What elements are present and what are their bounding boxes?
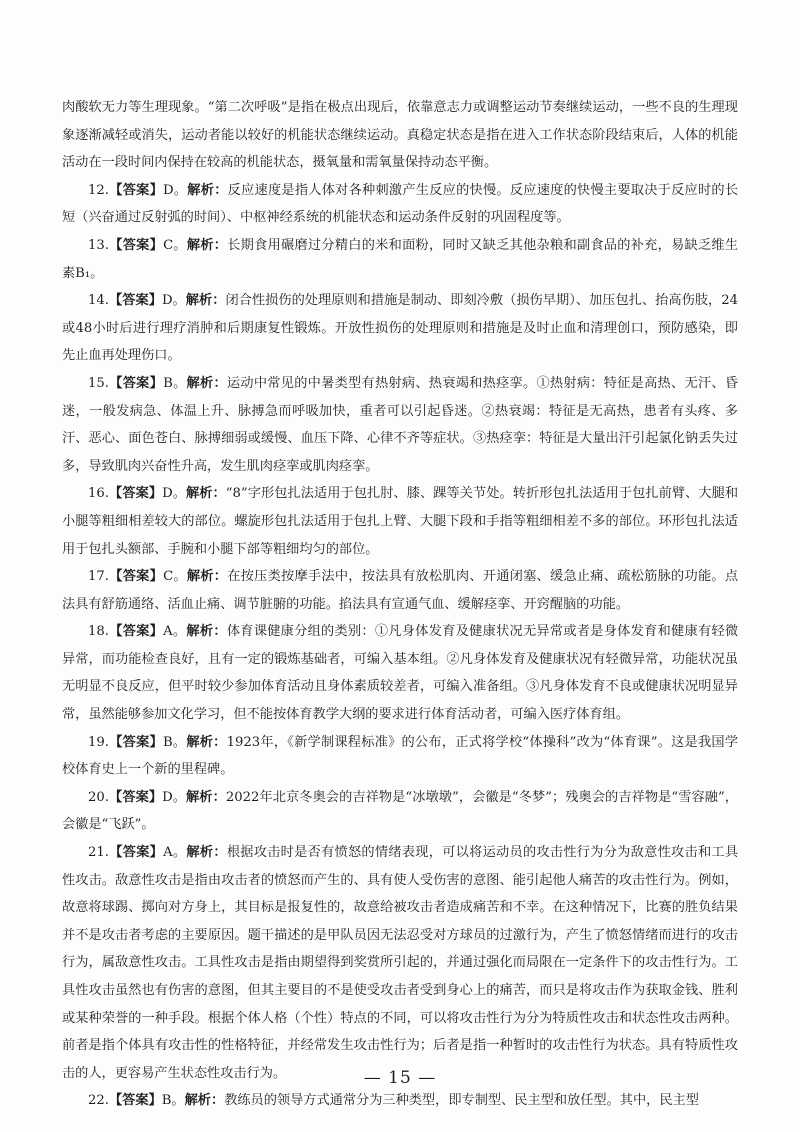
- answer-bracket-open: 【: [108, 789, 123, 805]
- item-number: 16.: [88, 486, 109, 502]
- analysis-text: 长期食用碾磨过分精白的米和面粉，同时又缺乏其他杂粮和副食品的补充，易缺乏维生素B₁。: [62, 237, 739, 281]
- answer-item: [62, 729, 738, 784]
- answer-item: [62, 563, 738, 618]
- answer-bracket-open: 【: [108, 845, 123, 861]
- analysis-label: 解析: [186, 845, 214, 861]
- answer-item: [62, 839, 738, 1087]
- item-number: 20.: [88, 789, 109, 805]
- item-number: 19.: [88, 734, 109, 750]
- analysis-colon: ：: [212, 293, 226, 309]
- answer-bracket-open: 【: [108, 569, 123, 585]
- answer-bracket-close: 】: [149, 569, 164, 585]
- answer-letter: B。: [161, 1093, 185, 1109]
- analysis-colon: ：: [213, 624, 227, 640]
- answer-letter: C。: [163, 237, 187, 253]
- answer-bracket-close: 】: [149, 845, 164, 861]
- answer-item: [62, 618, 738, 728]
- analysis-label: 解析: [185, 293, 213, 309]
- answer-bracket-close: 】: [149, 375, 164, 391]
- analysis-text: “8”字形包扎法适用于包扎肘、膝、踝等关节处。转折形包扎法适用于包扎前臂、大腿和小腿等粗细相差较大的部位。螺旋形包扎法适用于包扎上臂、大腿下段和手指等粗细相差不多的部位。环形包扎法适用于包扎头额部、手腕和小腿下部等粗细均匀的部位。: [62, 486, 739, 557]
- analysis-text: 2022年北京冬奥会的吉祥物是“冰墩墩”，会徽是“冬梦”；残奥会的吉祥物是“雪容融”，会徽是“飞跃”。: [62, 789, 738, 833]
- analysis-label: 解析: [186, 569, 214, 585]
- analysis-text: 闭合性损伤的处理原则和措施是制动、即刻冷敷（损伤早期）、加压包扎、抬高伤肢，24或48小时后进行理疗消肿和后期康复性锻炼。开放性损伤的处理原则和措施是及时止血和清理创口，预防感染，即先止血再处理伤口。: [62, 293, 739, 364]
- answer-list: [62, 177, 738, 1115]
- answer-label: 答案: [122, 293, 149, 309]
- item-number: 15.: [88, 375, 109, 391]
- answer-label: 答案: [122, 789, 149, 805]
- analysis-text: 反应速度是指人体对各种刺激产生反应的快慢。反应速度的快慢主要取决于反应时的长短（兴奋通过反射弧的时间）、中枢神经系统的机能状态和运动条件反射的巩固程度等。: [62, 182, 739, 226]
- answer-letter: B。: [163, 375, 187, 391]
- answer-label: 答案: [122, 1093, 149, 1109]
- analysis-label: 解析: [186, 486, 213, 502]
- answer-label: 答案: [122, 624, 150, 640]
- answer-label: 答案: [122, 486, 149, 502]
- analysis-colon: ：: [213, 375, 227, 391]
- analysis-text: 教练员的领导方式通常分为三种类型，即专制型、民主型和放任型。其中，民主型: [224, 1093, 699, 1109]
- analysis-label: 解析: [186, 789, 213, 805]
- page-number: — 15 —: [363, 1068, 437, 1088]
- analysis-label: 解析: [186, 375, 214, 391]
- analysis-colon: ：: [212, 789, 226, 805]
- answer-item: [62, 1087, 738, 1115]
- analysis-text: 体育课健康分组的类别：①凡身体发育及健康状况无异常或者是身体发育和健康有轻微异常，而功能检查良好，且有一定的锻炼基础者，可编入基本组。②凡身体发育及健康状况有轻微异常，功能状况虽无明显不良反应，但平时较少参加体育活动且身体素质较差者，可编入准备组。③凡身体发育不良或健康状况明显异常，虽然能够参加文化学习，但不能按体育教学大纲的要求进行体育活动者，可编入医疗体育组。: [62, 624, 739, 723]
- analysis-label: 解析: [186, 237, 214, 253]
- answer-label: 答案: [122, 375, 150, 391]
- item-number: 21.: [88, 845, 109, 861]
- answer-bracket-close: 】: [149, 182, 164, 198]
- answer-bracket-close: 】: [148, 789, 163, 805]
- answer-item: [62, 784, 738, 839]
- answer-letter: D。: [162, 789, 187, 805]
- answer-label: 答案: [122, 237, 150, 253]
- analysis-label: 解析: [187, 182, 215, 198]
- answer-bracket-open: 【: [108, 624, 123, 640]
- answer-label: 答案: [122, 569, 150, 585]
- answer-bracket-open: 【: [108, 734, 123, 750]
- answer-bracket-close: 】: [148, 486, 163, 502]
- answer-bracket-open: 【: [108, 1093, 123, 1109]
- analysis-text: 1923年，《新学制课程标准》的公布，正式将学校“体操科”改为“体育课”。这是我国学校体育史上一个新的里程碑。: [62, 734, 739, 778]
- answer-item: [62, 480, 738, 563]
- answer-item: [62, 287, 738, 370]
- intro-paragraph: 肉酸软无力等生理现象。“第二次呼吸”是指在极点出现后，依靠意志力或调整运动节奏继续运动，一些不良的生理现象逐渐减轻或消失，运动者能以较好的机能状态继续运动。真稳定状态是指在进入工作状态阶段结束后，人体的机能活动在一段时间内保持在较高的机能状态，摄氧量和需氧量保持动态平衡。: [62, 100, 738, 171]
- analysis-colon: ：: [213, 569, 228, 585]
- item-number: 22.: [88, 1093, 109, 1109]
- answer-bracket-open: 【: [108, 293, 123, 309]
- item-number: 18.: [88, 624, 109, 640]
- answer-bracket-close: 】: [149, 237, 164, 253]
- analysis-text: 运动中常见的中暑类型有热射病、热衰竭和热痉挛。①热射病：特征是高热、无汗、昏迷，一般发病急、体温上升、脉搏急而呼吸加快，重者可以引起昏迷。②热衰竭：特征是无高热，患者有头疼、多汗、恶心、面色苍白、脉搏细弱或缓慢、血压下降、心律不齐等症状。③热痉挛：特征是大量出汗引起氯化钠丢失过多，导致肌肉兴奋性升高，发生肌肉痉挛或肌肉痉挛。: [62, 375, 739, 474]
- analysis-label: 解析: [184, 1093, 211, 1109]
- analysis-text: 根据攻击时是否有愤怒的情绪表现，可以将运动员的攻击性行为分为敌意性攻击和工具性攻击。敌意性攻击是指由攻击者的愤怒而产生的、具有使人受伤害的意图、能引起他人痛苦的攻击性行为。例如，故意将球踢、掷向对方身上，其目标是报复性的，故意给被攻击者造成痛苦和不幸。在这种情况下，比赛的胜负结果并不是攻击者考虑的主要原因。题干描述的是甲队员因无法忍受对方球员的过激行为，产生了愤怒情绪而进行的攻击行为，属敌意性攻击。工具性攻击是指由期望得到奖赏所引起的，并通过强化而局限在一定条件下的攻击性行为。工具性攻击虽然也有伤害的意图，但其主要目的不是使受攻击者受到身心上的痛苦，而只是将攻击作为获取金钱、胜利或某种荣誉的一种手段。根据个体人格（个性）特点的不同，可以将攻击性行为分为特质性攻击和状态性攻击两种。前者是指个体具有攻击性的性格特征，并经常发生攻击性行为；后者是指一种暂时的攻击性行为状态。具有特质性攻击的人，更容易产生状态性攻击行为。: [62, 845, 739, 1081]
- answer-letter: D。: [161, 293, 186, 309]
- analysis-label: 解析: [186, 734, 214, 750]
- page-content: [62, 94, 738, 1115]
- analysis-colon: ：: [212, 486, 226, 502]
- answer-item: [62, 232, 738, 287]
- answer-bracket-close: 】: [149, 624, 164, 640]
- analysis-colon: ：: [214, 182, 228, 198]
- answer-label: 答案: [122, 845, 150, 861]
- item-number: 17.: [88, 569, 109, 585]
- answer-letter: A。: [163, 624, 187, 640]
- answer-bracket-close: 】: [148, 1093, 162, 1109]
- analysis-colon: ：: [213, 734, 227, 750]
- answer-bracket-close: 】: [148, 293, 162, 309]
- answer-letter: D。: [162, 486, 186, 502]
- analysis-colon: ：: [213, 237, 228, 253]
- item-number: 13.: [88, 237, 109, 253]
- answer-letter: B。: [162, 734, 187, 750]
- answer-bracket-open: 【: [108, 237, 123, 253]
- item-number: 14.: [88, 293, 109, 309]
- analysis-colon: ：: [213, 845, 227, 861]
- answer-letter: D。: [163, 182, 188, 198]
- analysis-text: 在按压类按摩手法中，按法具有放松肌肉、开通闭塞、缓急止痛、疏松筋脉的功能。点法具有舒筋通络、活血止痛、调节脏腑的功能。掐法具有宣通气血、缓解痉挛、开窍醒脑的功能。: [62, 569, 739, 612]
- answer-item: [62, 370, 738, 480]
- answer-bracket-close: 】: [149, 734, 163, 750]
- answer-letter: A。: [163, 845, 187, 861]
- answer-item: [62, 177, 738, 232]
- answer-letter: C。: [163, 569, 187, 585]
- answer-label: 答案: [122, 182, 150, 198]
- analysis-label: 解析: [186, 624, 214, 640]
- analysis-colon: ：: [211, 1093, 225, 1109]
- answer-bracket-open: 【: [108, 486, 123, 502]
- answer-bracket-open: 【: [108, 182, 123, 198]
- answer-bracket-open: 【: [108, 375, 123, 391]
- answer-label: 答案: [122, 734, 150, 750]
- item-number: 12.: [88, 182, 109, 198]
